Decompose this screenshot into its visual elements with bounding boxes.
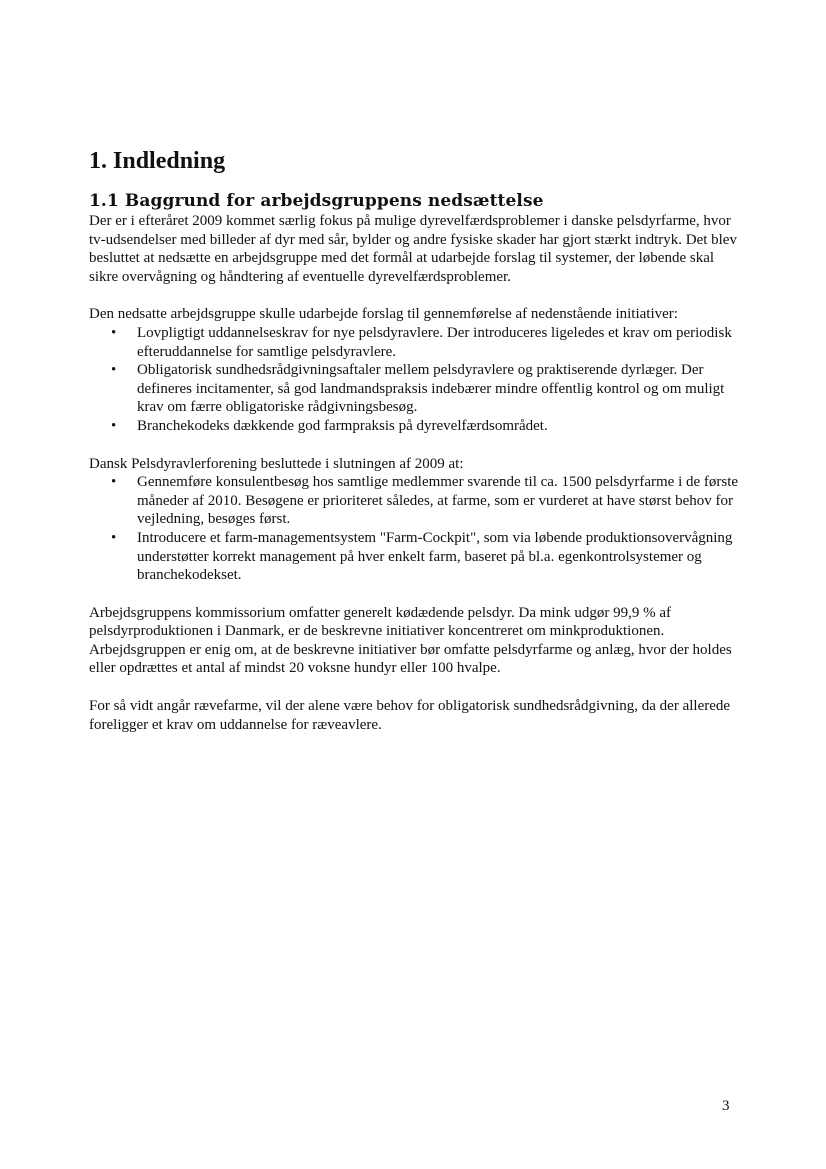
bullet-icon: • <box>111 529 117 546</box>
paragraph-association-intro: Dansk Pelsdyravlerforening besluttede i slutningen af 2009 at: <box>89 455 464 472</box>
bullet-icon: • <box>111 474 117 491</box>
paragraph-spacer <box>89 286 744 305</box>
section-heading: 1.1 Baggrund for arbejdsgruppens nedsættelse <box>89 191 544 211</box>
paragraph-scope: Arbejdsgruppens kommissorium omfatter generelt kødædende pelsdyr. Da mink udgør 99,9 % af pelsdyrproduktionen i Danmark, er de beskrevne initiativer koncentreret om minkproduktionen. Arbejdsgruppen er enig om, at de beskrevne initiativer bør omfatte pelsdyrfarme og anlæg, hvor der holdes eller opdrættes et antal af mindst 20 voksne hundyr eller 100 hvalpe. <box>89 604 732 677</box>
bullet-icon: • <box>111 362 117 379</box>
association-decisions-list <box>89 473 744 585</box>
list-item-text: Gennemføre konsulentbesøg hos samtlige medlemmer svarende til ca. 1500 pelsdyrfarme i de første måneder af 2010. Besøgene er prioriteret således, at farme, som er vurderet at have størst behov for vejledning, besøges først. <box>137 474 739 528</box>
paragraph-spacer <box>89 436 744 455</box>
list-item <box>89 417 744 436</box>
page-content <box>89 146 744 734</box>
paragraph-initiatives-intro: Den nedsatte arbejdsgruppe skulle udarbejde forslag til gennemførelse af nedenstående initiativer: <box>89 306 678 323</box>
list-item-text: Obligatorisk sundhedsrådgivningsaftaler mellem pelsdyravlere og praktiserende dyrlæger. Der defineres incitamenter, så god landmandspraksis indebærer mindre offentlig kontrol og om muligt krav om færre obligatoriske rådgivningsbesøg. <box>137 362 725 416</box>
list-item <box>89 324 744 361</box>
list-item <box>89 529 744 585</box>
paragraph-fox-farms: For så vidt angår rævefarme, vil der alene være behov for obligatorisk sundhedsrådgivning, da der allerede foreligger et krav om uddannelse for ræveavlere. <box>89 698 731 733</box>
list-item <box>89 473 744 529</box>
paragraph-background: Der er i efteråret 2009 kommet særlig fokus på mulige dyrevelfærdsproblemer i danske pelsdyrfarme, hvor tv-udsendelser med billeder af dyr med sår, bylder og andre fysiske skader har gjort stærkt indtryk. Det blev besluttet at nedsætte en arbejdsgruppe med det formål at udarbejde forslag til systemer, der løbende skal sikre overvågning og håndtering af eventuelle dyrevelfærdsproblemer. <box>89 213 737 285</box>
list-item-text: Introducere et farm-managementsystem "Farm-Cockpit", som via løbende produktionsovervågning understøtter korrekt management på hver enkelt farm, baseret på bl.a. egenkontrolsystemer og branchekodekset. <box>137 529 733 584</box>
paragraph-spacer <box>89 585 744 604</box>
list-item-text: Lovpligtigt uddannelseskrav for nye pelsdyravlere. Der introduceres ligeledes et krav om periodisk efteruddannelse for samtlige pelsdyravlere. <box>137 324 732 360</box>
paragraph-spacer <box>89 678 744 697</box>
list-item-text: Branchekodeks dækkende god farmpraksis på dyrevelfærdsområdet. <box>137 417 548 434</box>
page-number: 3 <box>722 1098 730 1114</box>
bullet-icon: • <box>111 324 117 341</box>
bullet-icon: • <box>111 417 117 434</box>
initiatives-list <box>89 324 744 436</box>
chapter-heading: 1. Indledning <box>89 148 226 174</box>
list-item <box>89 361 744 417</box>
